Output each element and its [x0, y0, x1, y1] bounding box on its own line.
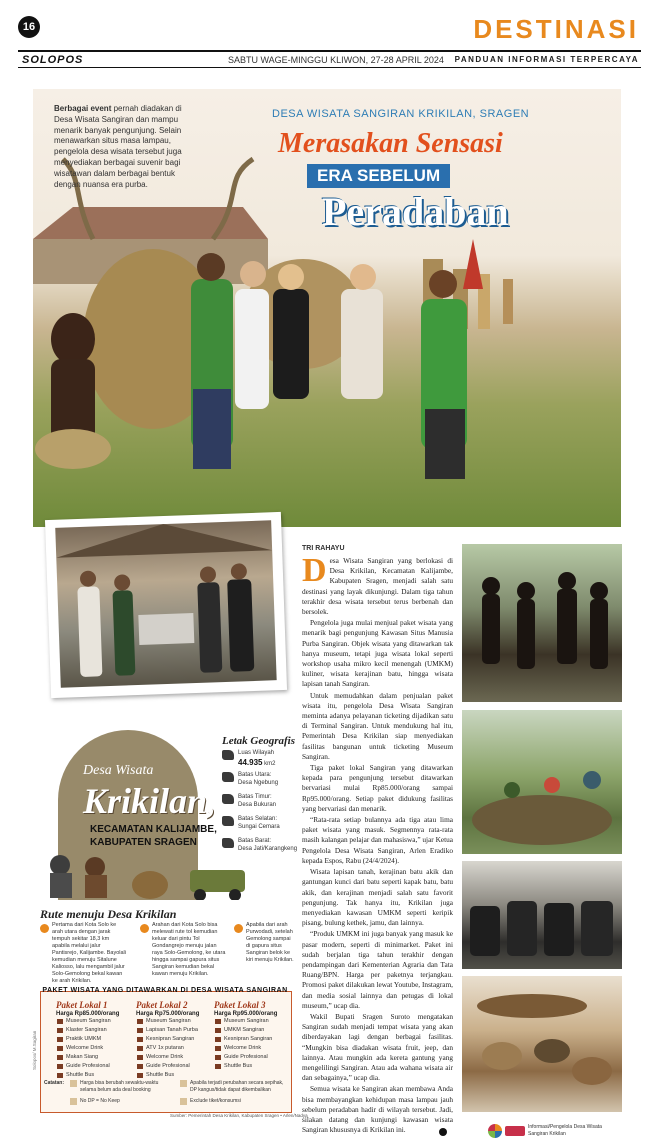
map-south-icon — [222, 816, 234, 826]
route-step-3: Apabila dari arah Purwodadi, setelah Gemolong sampai di gapura situs Sangiran belok ke kiri menuju Krikilan. — [246, 922, 294, 963]
note-3: No DP = No Keep — [80, 1098, 120, 1104]
route-step-2: Arahan dari Kota Solo bisa melewati rute tol kemudian keluar dari pintu Tol Gondangrejo menuju jalan raya Solo-Gemolong, ke utara hingga sampai gapura situs Sangiran kemudian bekal kawan menuju Krikilan. — [152, 922, 226, 977]
geo-north-value: Desa Ngebung — [238, 779, 279, 786]
package-2-price: Harga Rp75.000/orang — [136, 1011, 200, 1017]
package-3-feature: UMKM Sangiran — [224, 1026, 292, 1035]
route-title: Rute menuju Desa Krikilan — [40, 907, 177, 921]
package-3-feature: Kesnipran Sangiran — [224, 1035, 292, 1044]
infographic-logo-icon — [488, 1124, 502, 1138]
photo-stone-crafts — [462, 976, 622, 1112]
section-title: DESTINASI — [473, 14, 639, 44]
geo-east-value: Desa Bukuran — [238, 801, 277, 808]
package-1-feature: Guide Profesional — [66, 1062, 134, 1071]
package-3-price: Harga Rp95.000/orang — [214, 1011, 278, 1017]
performers-illustration — [462, 544, 622, 702]
package-1-feature: Praktik UMKM — [66, 1035, 134, 1044]
article-paragraph — [302, 556, 453, 617]
package-1-feature: Shuttle Bus — [66, 1071, 134, 1080]
article-paragraph: “Produk UMKM ini juga banyak yang masuk ke pasar modern, seperti di minimarket. Paket ini sudah berjalan tiga tahun terakhir dengan pendampingan dari Kementerian Agraria dan Tata Ruang/BPN. Harga per paketnya terjangkau. Promosi paket dilakukan lewat Youtube, Instagram, dan media sosial lainnya dan petugas di lokal museum,” ucap dia. — [302, 929, 453, 1010]
infobox-label-big: Krikilan, — [83, 781, 217, 821]
package-3 — [214, 1000, 292, 1071]
geography-title: Letak Geografis — [222, 735, 296, 747]
geo-area-label: Luas Wilayah — [238, 750, 275, 756]
package-1-feature: Makan Siang — [66, 1053, 134, 1062]
field-activity-illustration — [462, 710, 622, 854]
package-3-feature: Museum Sangiran — [224, 1017, 292, 1026]
photo-performers — [462, 544, 622, 702]
route-step-2-icon — [140, 924, 149, 933]
geo-area-unit: km2 — [264, 760, 276, 767]
hero-intro — [54, 104, 190, 190]
geo-east-label: Batas Timur: — [238, 794, 272, 800]
route-step-1-icon — [40, 924, 49, 933]
source-credit: Sumber: Pemerintah Desa Krikilan, Kabupaten Sragen • Arlen/Nadya — [170, 1113, 308, 1118]
package-1-feature: Klaster Sangiran — [66, 1026, 134, 1035]
package-2-feature: Museum Sangiran — [146, 1017, 214, 1026]
article-paragraph: Wisata lapisan tanah, kerajinan batu akik dan gantungan kunci dari batu seperti kapak batu, batu akik, dan kerajinan menjadi salah satu favorit pengunjung. Tak hanya itu, Krikilan juga menyediakan kawasan UMKM seperti keripik pisang, bulung kethek, jamu, dan lainnya. — [302, 867, 453, 928]
package-2-feature: Guide Profesional — [146, 1062, 214, 1071]
event-photo — [55, 520, 276, 687]
package-3-level: Paket Lokal 3 — [214, 1000, 266, 1010]
area-icon — [222, 750, 234, 760]
geo-west-value: Desa Jati/Karangkeng — [238, 845, 298, 852]
hero-intro-bold: Berbagai event — [54, 104, 112, 113]
note-2-icon — [180, 1080, 187, 1087]
package-2-feature: Shuttle Bus — [146, 1071, 214, 1080]
package-1-price: Harga Rp85.000/orang — [56, 1011, 120, 1017]
article-paragraph: Pengelola juga mulai menjual paket wisata yang menarik bagi pengunjung Kawasan Situs Manusia Purba Sangiran. Objek wisata yang ditawarkan tak hanya museum, tetapi juga wisata lokal seperti workshop usaha mikro kecil menengah (UMKM) kuliner, wisata kerajinan batu, hingga wisata lapisan tanah Sangiran. — [302, 618, 453, 689]
package-3-feature: Welcome Drink — [224, 1044, 292, 1053]
article-body — [302, 556, 453, 1138]
note-4-icon — [180, 1098, 187, 1105]
geo-area-value: 44.935 — [238, 757, 263, 767]
package-2-feature: Lapisan Tanah Purba — [146, 1026, 214, 1035]
geo-south-value: Sungai Cemara — [238, 823, 280, 830]
package-2-feature: Welcome Drink — [146, 1053, 214, 1062]
infographic-tag: Informasi/Pengelola Desa Wisata Sangiran Krikilan — [528, 1124, 602, 1137]
packages-notes — [40, 1080, 290, 1112]
infobox-sub-1: KECAMATAN KALIJAMBE, — [90, 824, 217, 835]
event-photo-frame — [45, 512, 287, 698]
drop-cap: D — [302, 556, 327, 589]
article-paragraph: Untuk memudahkan dalam penjualan paket wisata itu, pengelola Desa Wisata Sangiran meminta adanya pelayanan ticketing dijadikan satu di Terminal Sangiran. Untuk mendukung hal itu, Pemerintah Desa Krikilan siap menyediakan fasilitas bangunan untuk ticketing Museum Sangiran. — [302, 690, 453, 761]
note-1: Harga bisa berubah sewaktu-waktu selama belum ada deal booking — [80, 1080, 159, 1093]
package-2-feature: ATV 1x putaran — [146, 1044, 214, 1053]
hero-intro-text: pernah diadakan di Desa Wisata Sangiran dan mampu menarik banyak pengunjung. Selain menawarkan situs masa lampau, pengelola desa wisata tersebut juga menyediakan berbagai suvenir bagi wisatawan dalam berbagai bentuk dengan nuansa era purba. — [54, 104, 182, 189]
stone-mugs-illustration — [462, 861, 622, 969]
package-2-feature: Kesnipran Sangiran — [146, 1035, 214, 1044]
event-photo-illustration — [55, 520, 276, 687]
package-2 — [136, 1000, 214, 1080]
map-north-icon — [222, 772, 234, 782]
map-east-icon — [222, 794, 234, 804]
package-1-level: Paket Lokal 1 — [56, 1000, 108, 1010]
geo-north-label: Batas Utara: — [238, 772, 272, 778]
header-divider — [18, 50, 641, 52]
note-1-icon — [70, 1080, 77, 1087]
photo-field-activity — [462, 710, 622, 854]
packages-heading: PAKET WISATA YANG DITAWARKAN DI DESA WISATA SANGIRAN — [42, 987, 288, 994]
route-step-3-icon — [234, 924, 243, 933]
hero-kicker: DESA WISATA SANGIRAN KRIKILAN, SRAGEN — [272, 108, 530, 120]
geo-south-label: Batas Selatan: — [238, 816, 278, 822]
headline-line-2: ERA SEBELUM — [307, 164, 450, 188]
note-3-icon — [70, 1098, 77, 1105]
paragraph-text: esa Wisata Sangiran yang berlokasi di Desa Krikilan, Kecamatan Kalijambe, Kabupaten Sragen, menjadi salah satu destinasi yang layak dikunjungi. Dalam tiga tahun terakhir desa wisata tersebut terus berbenah dan bersolek. — [302, 556, 453, 617]
byline: TRI RAHAYU — [302, 545, 345, 552]
photo-stone-mugs — [462, 861, 622, 969]
package-1-feature: Welcome Drink — [66, 1044, 134, 1053]
headline-line-3: Peradaban — [322, 189, 509, 234]
package-3-feature: Shuttle Bus — [224, 1062, 292, 1071]
infobox-label-small: Desa Wisata — [83, 763, 154, 778]
map-west-icon — [222, 838, 234, 848]
stone-crafts-illustration — [462, 976, 622, 1112]
geo-west-label: Batas Barat: — [238, 838, 272, 844]
article-paragraph: Tiga paket lokal Sangiran yang ditawarkan kepada para pengunjung tersebut ditawarkan bervariasi mulai Rp85.000/orang sampai Rp95.000/orang. Setiap paket didukung fasilitas yang bervariasi dan menarik. — [302, 763, 453, 813]
dateline: SABTU WAGE-MINGGU KLIWON, 27-28 APRIL 2024 — [228, 55, 444, 65]
package-1 — [56, 1000, 134, 1080]
infographic-badge-icon — [505, 1126, 525, 1136]
infobox-sub-2: KABUPATEN SRAGEN — [90, 837, 197, 848]
article-paragraph: Semua wisata ke Sangiran akan membawa Anda bisa membayangkan kehidupan masa lampau jauh sebelum peradaban hadir di wilayah tersebut. Jadi, silakan datang dan kunjungi kawasan wisata Sangiran khususnya di Krikilan ini. — [302, 1084, 453, 1135]
page-number: 16 — [18, 16, 40, 38]
end-mark-icon — [439, 1128, 447, 1136]
package-3-feature: Guide Profesional — [224, 1053, 292, 1062]
package-1-feature: Museum Sangiran — [66, 1017, 134, 1026]
village-illustration — [40, 845, 260, 900]
header-divider-bottom — [18, 67, 641, 68]
route-step-1: Pertama dari Kota Solo ke arah utara dengan jarak tempuh sekitar 18,3 km apabila melalui jalur Pantisrejo, Kalijambe. Bayolali kemudian menuju Sitalune Kaliosso, lalu mengambil jalur Solo-Gemolong bekal kawan ke arah Krikilan. — [52, 922, 126, 984]
note-4: Exclude tiket/konsumsi — [190, 1098, 241, 1104]
article-paragraph: Wakil Bupati Sragen Suroto mengatakan Sangiran sudah menjadi tempat wisata yang akan diberdayakan lagi dengan berbagai fasilitas. “Mungkin bisa diadakan wisata fruit, jeep, dan lainnya. Atau mungkin ada kereta gantung yang mengelilingi Sangiran. Atau ada wahana wisata air dan sebagainya,” ucap dia. — [302, 1011, 453, 1083]
headline-line-1: Merasakan Sensasi — [278, 128, 503, 159]
tagline: PANDUAN INFORMASI TERPERCAYA — [454, 55, 639, 64]
brand-logo: SOLOPOS — [22, 54, 84, 66]
note-2: Apabila terjadi perubahan secara sepihak, DP kangus/tidak dapat dikembalikan — [190, 1080, 284, 1093]
article-paragraph: “Rata-rata setiap bulannya ada tiga atau lima paket wisata yang masuk. Segmennya rata-rata masih kalangan pelajar dan mahasiswa,” ujar Ketua Pengelola Desa Wisata Sangiran, Arlen Eradiko kepada Espos, Rabu (24/4/2024). — [302, 815, 453, 865]
graphic-credit: Solopos/ M.Sagiran — [32, 1030, 37, 1070]
package-2-level: Paket Lokal 2 — [136, 1000, 188, 1010]
notes-label: Catatan: — [44, 1080, 65, 1086]
